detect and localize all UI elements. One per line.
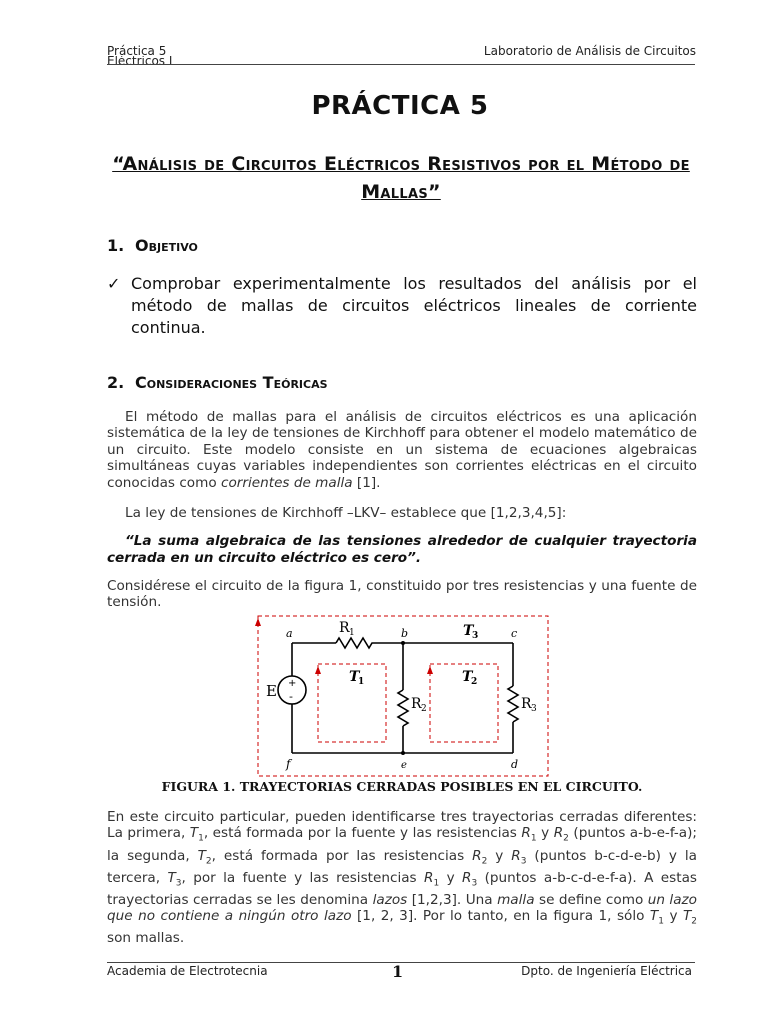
- t2-sub: 2: [471, 677, 478, 687]
- theory-p1-text: El método de mallas para el análisis de circuitos eléctricos es una aplicación sistemática de la ley de tensiones de Kirchhoff para obtener el modelo matemático de un circuito. Este modelo consiste en un sistema de ecuaciones algebraicas simultáneas cuyas variables independientes son corrientes eléctricas en el circuito conocidas como: [107, 409, 697, 491]
- resistor-r1-icon: [336, 638, 374, 648]
- symbol-sub: 1: [198, 834, 204, 845]
- term-malla: malla: [497, 891, 535, 908]
- theory-paragraph-3: Considérese el circuito de la figura 1, constituido por tres resistencias y una fuente de tensión.: [107, 578, 697, 611]
- analysis-text: [1, 2, 3]. Por lo tanto, en la figura 1, sólo: [351, 908, 650, 925]
- symbol-t: T: [197, 847, 206, 864]
- analysis-text: [1,2,3]. Una: [407, 891, 498, 908]
- analysis-text: y: [487, 847, 512, 864]
- figure-caption: FIGURA 1. TRAYECTORIAS CERRADAS POSIBLES EN EL CIRCUITO.: [161, 779, 643, 794]
- objective-item: [107, 273, 697, 339]
- checkmark-icon: ✓: [107, 274, 121, 293]
- arrow-t1-icon: [315, 666, 321, 674]
- section-title: Objetivo: [135, 236, 198, 255]
- node-a-label: a: [286, 627, 293, 640]
- analysis-text: se define como: [534, 891, 648, 908]
- header-rule: [107, 64, 695, 65]
- source-plus: +: [288, 678, 297, 689]
- r1-sub: 1: [349, 628, 355, 638]
- page-title: PRÁCTICA 5: [311, 91, 489, 121]
- term-definition: un lazo que no contiene a ningún otro lazo: [107, 891, 697, 925]
- theory-paragraph-1: [107, 409, 697, 491]
- analysis-text: En este circuito particular, pueden identificarse tres trayectorias cerradas diferentes: La primera,: [107, 809, 697, 842]
- symbol-t: T: [167, 869, 176, 886]
- arrow-t3-icon: [255, 618, 261, 626]
- r3-sub: 3: [531, 704, 537, 714]
- section-number: 1.: [107, 236, 125, 255]
- symbol-t: T: [189, 825, 199, 842]
- section-title: Consideraciones Teóricas: [135, 373, 328, 392]
- section-number: 2.: [107, 373, 125, 392]
- symbol-sub: 2: [481, 856, 488, 867]
- symbol-sub: 3: [471, 878, 478, 889]
- symbol-sub: 3: [175, 878, 182, 889]
- analysis-text: y: [536, 825, 554, 842]
- node-b-label: b: [401, 627, 409, 640]
- resistor-r2-icon: [398, 690, 408, 726]
- symbol-r: R: [424, 869, 434, 886]
- circuit-diagram: [250, 612, 560, 780]
- symbol-r: R: [553, 825, 564, 842]
- kirchhoff-quote: “La suma algebraica de las tensiones alrededor de cualquier trayectoria cerrada en un circuito eléctrico es cero”.: [107, 533, 697, 566]
- t1-sub: 1: [358, 677, 365, 687]
- header-lab: Laboratorio de Análisis de Circuitos: [483, 44, 696, 58]
- analysis-text: y: [663, 908, 683, 925]
- t1-label: T: [349, 669, 360, 685]
- analysis-text: son mallas.: [107, 930, 185, 947]
- theory-paragraph-2: La ley de tensiones de Kirchhoff –LKV– establece que [1,2,3,4,5]:: [125, 505, 567, 521]
- t3-sub: 3: [472, 631, 479, 641]
- analysis-text: y: [439, 869, 463, 886]
- symbol-t: T: [649, 908, 659, 925]
- r2-label: R: [411, 696, 422, 712]
- symbol-sub: 1: [530, 834, 537, 845]
- analysis-text: (puntos a-b-e-f-a); la segunda,: [107, 825, 697, 864]
- page-number: 1: [392, 962, 404, 981]
- t2-label: T: [462, 669, 473, 685]
- term-lazos: lazos: [372, 891, 408, 908]
- footer-academy: Academia de Electrotecnia: [107, 964, 268, 978]
- footer-department: Dpto. de Ingeniería Eléctrica: [521, 964, 692, 978]
- theory-p1-ref: [1].: [352, 474, 381, 491]
- wires: [278, 638, 518, 753]
- symbol-sub: 2: [563, 834, 569, 845]
- r2-sub: 2: [421, 704, 427, 714]
- symbol-sub: 1: [658, 916, 664, 927]
- header-practice: Práctica 5: [107, 44, 167, 58]
- section-consideraciones: [107, 373, 328, 392]
- section-objetivo: [107, 236, 198, 255]
- symbol-sub: 2: [691, 916, 697, 927]
- page-subtitle: “Análisis de Circuitos Eléctricos Resistivos por el Método de Mallas”: [112, 153, 690, 203]
- symbol-r: R: [472, 847, 482, 864]
- analysis-paragraph: [107, 809, 697, 947]
- symbol-r: R: [511, 847, 521, 864]
- symbol-sub: 3: [520, 856, 527, 867]
- analysis-text: , está formada por la fuente y las resistencias: [203, 825, 522, 842]
- r1-label: R: [339, 620, 350, 636]
- term-corrientes-de-malla: corrientes de malla: [221, 474, 353, 491]
- t3-label: T: [463, 623, 474, 639]
- node-b-dot: [401, 641, 405, 645]
- source-minus: -: [289, 690, 293, 703]
- objective-text: Comprobar experimentalmente los resultados del análisis por el método de mallas de circuitos eléctricos lineales de corriente continua.: [131, 274, 697, 337]
- symbol-sub: 2: [205, 856, 212, 867]
- symbol-r: R: [462, 869, 472, 886]
- resistor-r3-icon: [508, 686, 518, 722]
- symbol-sub: 1: [433, 878, 440, 889]
- r3-label: R: [521, 696, 532, 712]
- arrow-t2-icon: [427, 666, 433, 674]
- symbol-t: T: [682, 908, 692, 925]
- analysis-text: (puntos a-b-c-d-e-f-a). A estas trayectorias cerradas se les denomina: [107, 869, 697, 908]
- node-e-dot: [401, 751, 405, 755]
- node-f-label: f: [286, 757, 291, 771]
- header-course: Eléctricos I: [107, 56, 173, 64]
- symbol-r: R: [521, 825, 531, 842]
- node-c-label: c: [511, 627, 518, 640]
- analysis-text: (puntos b-c-d-e-b) y la tercera,: [107, 847, 697, 886]
- analysis-text: , está formada por las resistencias: [211, 847, 473, 864]
- analysis-text: , por la fuente y las resistencias: [181, 869, 425, 886]
- node-d-label: d: [511, 758, 519, 771]
- node-e-label: e: [401, 760, 407, 771]
- source-label: E: [266, 682, 277, 700]
